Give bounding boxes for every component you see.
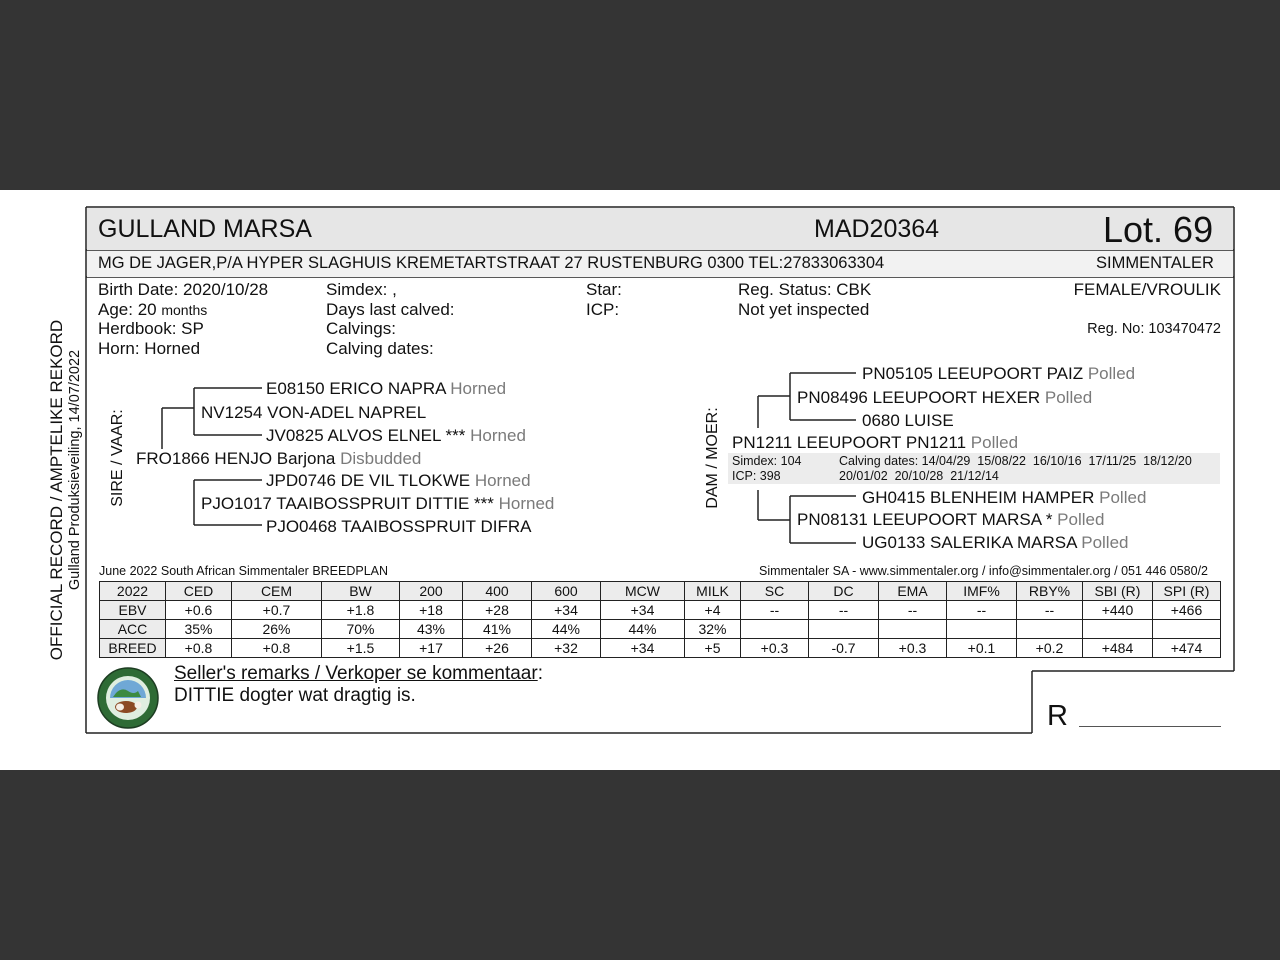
col-header: 200 [400, 582, 463, 601]
horn-trait: Disbudded [340, 449, 422, 468]
table-cell: +5 [685, 639, 741, 658]
table-cell: 26% [232, 620, 322, 639]
col-header: SPI (R) [1153, 582, 1221, 601]
row-label: EBV [100, 601, 166, 620]
sire-sire-dam [266, 426, 526, 446]
dam-sire-dam [862, 411, 954, 431]
pedigree-name: PJO1017 TAAIBOSSPRUIT DITTIE *** [201, 494, 494, 513]
pedigree-name: PN05105 LEEUPOORT PAIZ [862, 364, 1084, 383]
table-cell: +17 [400, 639, 463, 658]
age-value: Age: 20 [98, 300, 157, 319]
horn-trait: Horned [470, 426, 526, 445]
reg-status: Reg. Status: CBK [738, 280, 872, 299]
horn-trait: Polled [970, 433, 1019, 452]
price-field[interactable] [1079, 726, 1221, 727]
table-cell: -- [879, 601, 947, 620]
pedigree-name: PN08496 LEEUPOORT HEXER [797, 388, 1041, 407]
table-cell: -- [809, 601, 879, 620]
pedigree-name: JV0825 ALVOS ELNEL *** [266, 426, 466, 445]
table-cell: +28 [463, 601, 532, 620]
sire-dam-sire [266, 471, 531, 491]
table-cell: +466 [1153, 601, 1221, 620]
horn-trait: Polled [1081, 533, 1129, 552]
table-cell [1017, 620, 1083, 639]
sale-label: Gulland Produksieveiling, 14/07/2022 [67, 349, 83, 591]
sire-sire [201, 403, 426, 423]
table-cell [879, 620, 947, 639]
sire-label: SIRE / VAAR: [109, 409, 126, 507]
table-cell [1153, 620, 1221, 639]
table-cell: +0.8 [232, 639, 322, 658]
birth-date: Birth Date: 2020/10/28 [98, 280, 269, 299]
table-cell: -0.7 [809, 639, 879, 658]
table-cell: 32% [685, 620, 741, 639]
horn-trait: Polled [1099, 488, 1147, 507]
table-cell: -- [741, 601, 809, 620]
table-cell: -- [947, 601, 1017, 620]
table-cell: +0.7 [232, 601, 322, 620]
row-label: BREED [100, 639, 166, 658]
remarks-heading [174, 663, 543, 685]
table-cell: +1.8 [322, 601, 400, 620]
days-last-calved: Days last calved: [326, 300, 455, 319]
table-cell: +474 [1153, 639, 1221, 658]
table-cell [741, 620, 809, 639]
age-unit: months [161, 302, 208, 318]
ebv-table [99, 581, 1221, 658]
calvings: Calvings: [326, 319, 396, 338]
horn-trait: Horned [474, 471, 531, 490]
association-contact: Simmentaler SA - www.simmentaler.org / info@simmentaler.org / 051 446 0580/2 [758, 564, 1208, 578]
pedigree-name: GH0415 BLENHEIM HAMPER [862, 488, 1095, 507]
horn-trait: Polled [1044, 388, 1093, 407]
dam-simdex: Simdex: 104 [732, 454, 802, 468]
animal-name: GULLAND MARSA [98, 215, 312, 243]
col-header: EMA [879, 582, 947, 601]
pedigree-name: JPD0746 DE VIL TLOKWE [266, 471, 471, 490]
table-cell: -- [1017, 601, 1083, 620]
remarks-colon: : [537, 663, 543, 684]
official-record-label: OFFICIAL RECORD / AMPTELIKE REKORD [47, 319, 66, 661]
table-cell: +34 [601, 601, 685, 620]
table-cell: +0.6 [166, 601, 232, 620]
pedigree-name: NV1254 VON-ADEL NAPREL [201, 403, 427, 422]
owner-details: MG DE JAGER,P/A HYPER SLAGHUIS KREMETARTSTRAAT 27 RUSTENBURG 0300 TEL:27833063304 [98, 254, 885, 272]
table-row [100, 639, 1221, 658]
table-cell: +0.3 [741, 639, 809, 658]
horn-trait: Polled [1087, 364, 1136, 383]
remarks-title: Seller's remarks / Verkoper se kommentaar [174, 663, 538, 684]
sire-dam-dam [266, 517, 531, 537]
table-cell: +1.5 [322, 639, 400, 658]
icp: ICP: [586, 300, 620, 319]
simdex: Simdex: , [326, 280, 397, 299]
table-cell: 43% [400, 620, 463, 639]
dam-sire [797, 388, 1092, 408]
col-header: SC [741, 582, 809, 601]
sire [136, 449, 421, 469]
calving-dates: Calving dates: [326, 339, 434, 358]
animal-id: MAD20364 [814, 215, 940, 243]
col-header: 600 [532, 582, 601, 601]
horn-trait: Horned [450, 379, 507, 398]
horn-status: Horn: Horned [98, 339, 201, 358]
table-cell [809, 620, 879, 639]
horn-trait: Polled [1057, 510, 1105, 529]
col-header: DC [809, 582, 879, 601]
herdbook: Herdbook: SP [98, 319, 204, 338]
dam-dam-sire [862, 488, 1146, 508]
col-header: MILK [685, 582, 741, 601]
horn-trait: Horned [498, 494, 555, 513]
pedigree-name: 0680 LUISE [862, 411, 954, 430]
table-cell: +32 [532, 639, 601, 658]
table-cell: +0.3 [879, 639, 947, 658]
col-header: 400 [463, 582, 532, 601]
table-cell: +26 [463, 639, 532, 658]
sire-sire-sire [266, 379, 506, 399]
col-header: MCW [601, 582, 685, 601]
col-header: CEM [232, 582, 322, 601]
table-cell: +4 [685, 601, 741, 620]
pedigree-name: PN1211 LEEUPOORT PN1211 [732, 433, 967, 452]
table-cell: +484 [1083, 639, 1153, 658]
table-cell: 70% [322, 620, 400, 639]
table-cell [1083, 620, 1153, 639]
table-cell: +0.1 [947, 639, 1017, 658]
pedigree-name: UG0133 SALERIKA MARSA [862, 533, 1077, 552]
dam-sire-sire [862, 364, 1135, 384]
dam-dam-dam [862, 533, 1129, 553]
table-cell: 35% [166, 620, 232, 639]
table-row [100, 620, 1221, 639]
table-cell: 41% [463, 620, 532, 639]
table-cell [947, 620, 1017, 639]
dam-icp: ICP: 398 [732, 469, 781, 483]
ebv-header-row [100, 582, 1221, 601]
sire-dam [201, 494, 554, 514]
table-cell: +0.2 [1017, 639, 1083, 658]
table-row [100, 601, 1221, 620]
row-label: ACC [100, 620, 166, 639]
table-cell: +34 [601, 639, 685, 658]
price-currency: R [1047, 700, 1068, 732]
record-card [0, 190, 1280, 770]
simmentaler-logo-icon [96, 666, 160, 735]
table-cell: 44% [601, 620, 685, 639]
table-cell: 44% [532, 620, 601, 639]
breed-name: SIMMENTALER [1096, 254, 1214, 272]
col-header: 2022 [100, 582, 166, 601]
dam-label: DAM / MOER: [704, 407, 721, 509]
dam [732, 433, 1018, 453]
dam-calving-dates-cont: 20/01/02 20/10/28 21/12/14 [839, 469, 999, 483]
col-header: CED [166, 582, 232, 601]
pedigree-name: E08150 ERICO NAPRA [266, 379, 446, 398]
remarks-text: DITTIE dogter wat dragtig is. [174, 685, 416, 706]
table-cell: +440 [1083, 601, 1153, 620]
reg-number: Reg. No: 103470472 [1087, 321, 1221, 337]
breedplan-label: June 2022 South African Simmentaler BREEDPLAN [99, 564, 389, 578]
lot-number: Lot. 69 [1103, 209, 1214, 250]
pedigree-name: PN08131 LEEUPOORT MARSA * [797, 510, 1053, 529]
col-header: SBI (R) [1083, 582, 1153, 601]
dam-dam [797, 510, 1104, 530]
table-cell: +0.8 [166, 639, 232, 658]
table-cell: +18 [400, 601, 463, 620]
col-header: BW [322, 582, 400, 601]
table-cell: +34 [532, 601, 601, 620]
sex: FEMALE/VROULIK [1073, 280, 1221, 299]
col-header: IMF% [947, 582, 1017, 601]
dam-calving-dates: Calving dates: 14/04/29 15/08/22 16/10/16 17/11/25 18/12/20 [839, 454, 1192, 468]
col-header: RBY% [1017, 582, 1083, 601]
pedigree-name: FRO1866 HENJO Barjona [136, 449, 336, 468]
pedigree-name: PJO0468 TAAIBOSSPRUIT DIFRA [266, 517, 532, 536]
inspection-status: Not yet inspected [738, 300, 870, 319]
star: Star: [586, 280, 622, 299]
